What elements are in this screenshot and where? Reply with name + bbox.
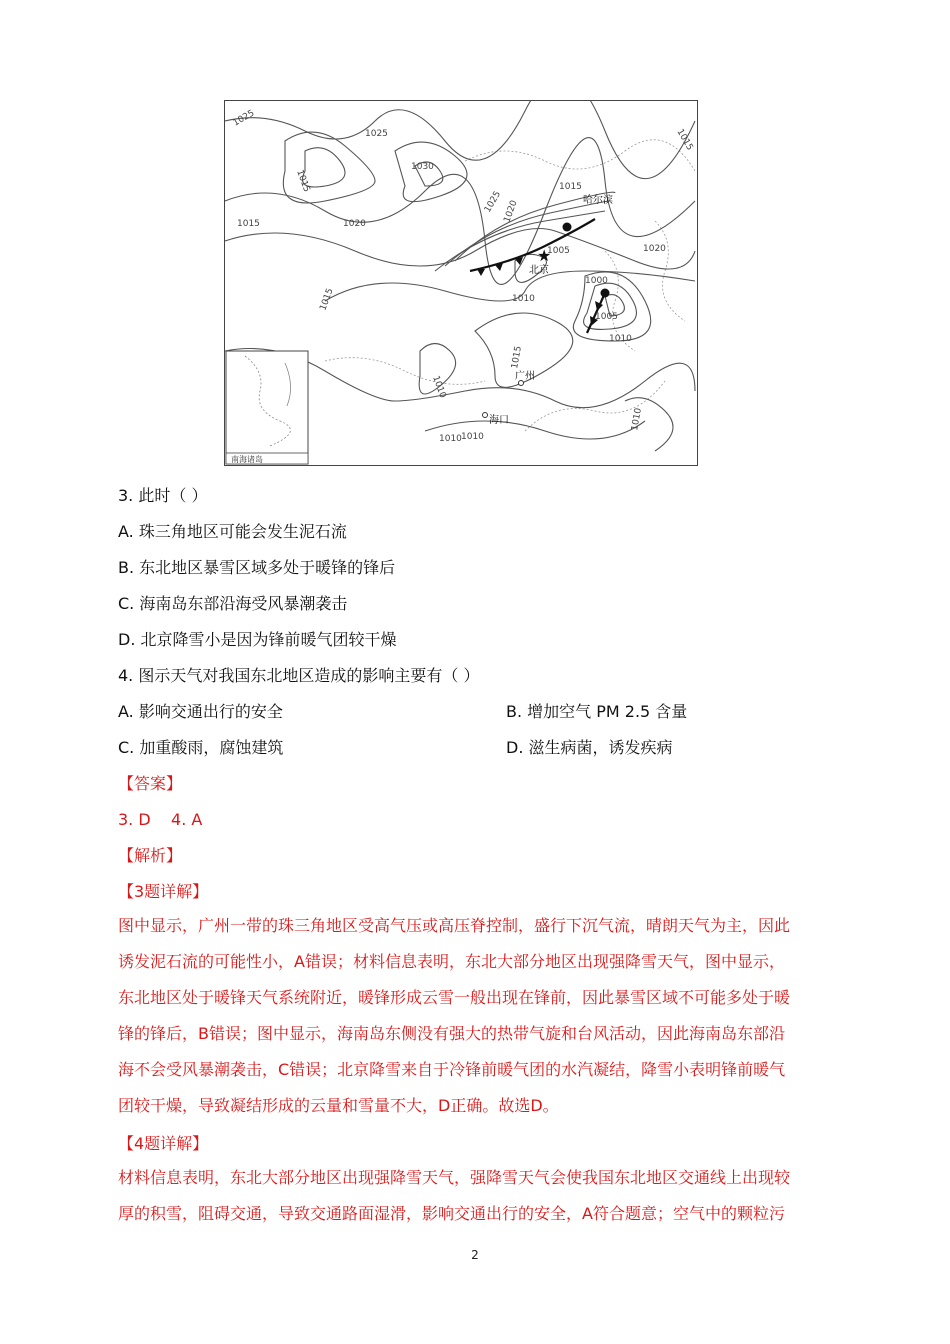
isobar-label: 1025 xyxy=(365,129,388,139)
isobar-label: 1010 xyxy=(461,432,484,442)
isobar-label: 1005 xyxy=(547,246,570,256)
question-3-stem: 3. 此时（ ） xyxy=(118,486,208,505)
low-center-marker xyxy=(601,289,610,298)
question-3-option-b: B. 东北地区暴雪区域多处于暖锋的锋后 xyxy=(118,558,396,577)
question-3-option-c: C. 海南岛东部沿海受风暴潮袭击 xyxy=(118,594,348,613)
analysis-heading: 【解析】 xyxy=(118,846,183,865)
city-label-beijing: 北京 xyxy=(529,265,549,276)
q3-detail-line: 团较干燥，导致凝结形成的云量和雪量不大，D正确。故选D。 xyxy=(118,1096,559,1115)
answer-text: 3. D 4. A xyxy=(118,810,203,829)
low-center-marker xyxy=(563,223,572,232)
q4-detail-line: 材料信息表明，东北大部分地区出现强降雪天气，强降雪天气会使我国东北地区交通线上出现较 xyxy=(118,1168,791,1187)
isobar-label: 1015 xyxy=(294,168,312,194)
page-number: 2 xyxy=(471,1248,479,1262)
question-4-option-a: A. 影响交通出行的安全 xyxy=(118,702,283,721)
question-4-option-c: C. 加重酸雨，腐蚀建筑 xyxy=(118,738,284,757)
city-label-harbin: 哈尔滨 xyxy=(583,195,613,206)
question-4-option-b: B. 增加空气 PM 2.5 含量 xyxy=(506,702,688,721)
isobar-label: 1015 xyxy=(318,287,336,313)
isobar-label: 1000 xyxy=(585,276,608,286)
isobar-label: 1010 xyxy=(439,434,462,444)
isobar-label: 1010 xyxy=(630,407,644,432)
isobar-label: 1020 xyxy=(502,199,520,225)
question-3-option-d: D. 北京降雪小是因为锋前暖气团较干燥 xyxy=(118,630,397,649)
isobar-label: 1020 xyxy=(343,219,366,229)
city-label-guangzhou: 广州 xyxy=(515,371,535,382)
q3-detail-line: 图中显示，广州一带的珠三角地区受高气压或高压脊控制，盛行下沉气流，晴朗天气为主，因此 xyxy=(118,916,791,935)
isobar-map-svg xyxy=(225,101,697,465)
south-china-sea-inset xyxy=(226,351,308,464)
q3-detail-heading: 【3题详解】 xyxy=(118,882,209,901)
beijing-star-icon: ★ xyxy=(537,246,552,265)
isobar-label: 1015 xyxy=(510,345,524,370)
haikou-dot xyxy=(483,413,488,418)
q4-detail-paragraph xyxy=(118,1160,834,1232)
answer-heading: 【答案】 xyxy=(118,774,183,793)
question-3-option-a: A. 珠三角地区可能会发生泥石流 xyxy=(118,522,347,541)
question-4-option-d: D. 滋生病菌，诱发疾病 xyxy=(506,738,673,757)
question-4-stem: 4. 图示天气对我国东北地区造成的影响主要有（ ） xyxy=(118,666,480,685)
isobar-label: 1015 xyxy=(674,127,695,153)
isobar-label: 1010 xyxy=(512,294,535,304)
isobar-label: 1005 xyxy=(595,312,618,322)
q3-detail-paragraph xyxy=(118,908,834,1124)
isobar-label: 1025 xyxy=(231,108,257,129)
inset-label: 南海诸岛 xyxy=(231,455,263,464)
weather-map-figure xyxy=(224,100,698,466)
isobar-label: 1015 xyxy=(559,182,582,192)
q4-detail-heading: 【4题详解】 xyxy=(118,1134,209,1153)
q3-detail-line: 锋的锋后，B错误；图中显示，海南岛东侧没有强大的热带气旋和台风活动，因此海南岛东部沿 xyxy=(118,1024,785,1043)
city-label-haikou: 海口 xyxy=(489,415,509,426)
isobar-label: 1015 xyxy=(237,219,260,229)
isobar-label: 1010 xyxy=(430,374,448,400)
city-labels xyxy=(489,193,613,426)
q3-detail-line: 海不会受风暴潮袭击，C错误；北京降雪来自于冷锋前暖气团的水汽凝结，降雪小表明锋前暖气 xyxy=(118,1060,786,1079)
isobar-label: 1030 xyxy=(411,162,434,172)
q4-detail-line: 厚的积雪，阻碍交通，导致交通路面湿滑，影响交通出行的安全，A符合题意；空气中的颗粒污 xyxy=(118,1204,785,1223)
q3-detail-line: 诱发泥石流的可能性小，A错误；材料信息表明，东北大部分地区出现强降雪天气，图中显示， xyxy=(118,952,785,971)
isobar-label: 1020 xyxy=(643,244,666,254)
isobar-label: 1025 xyxy=(482,189,504,215)
q3-detail-line: 东北地区处于暖锋天气系统附近，暖锋形成云雪一般出现在锋前，因此暴雪区域不可能多处于暖 xyxy=(118,988,791,1007)
isobar-label: 1010 xyxy=(609,334,632,344)
